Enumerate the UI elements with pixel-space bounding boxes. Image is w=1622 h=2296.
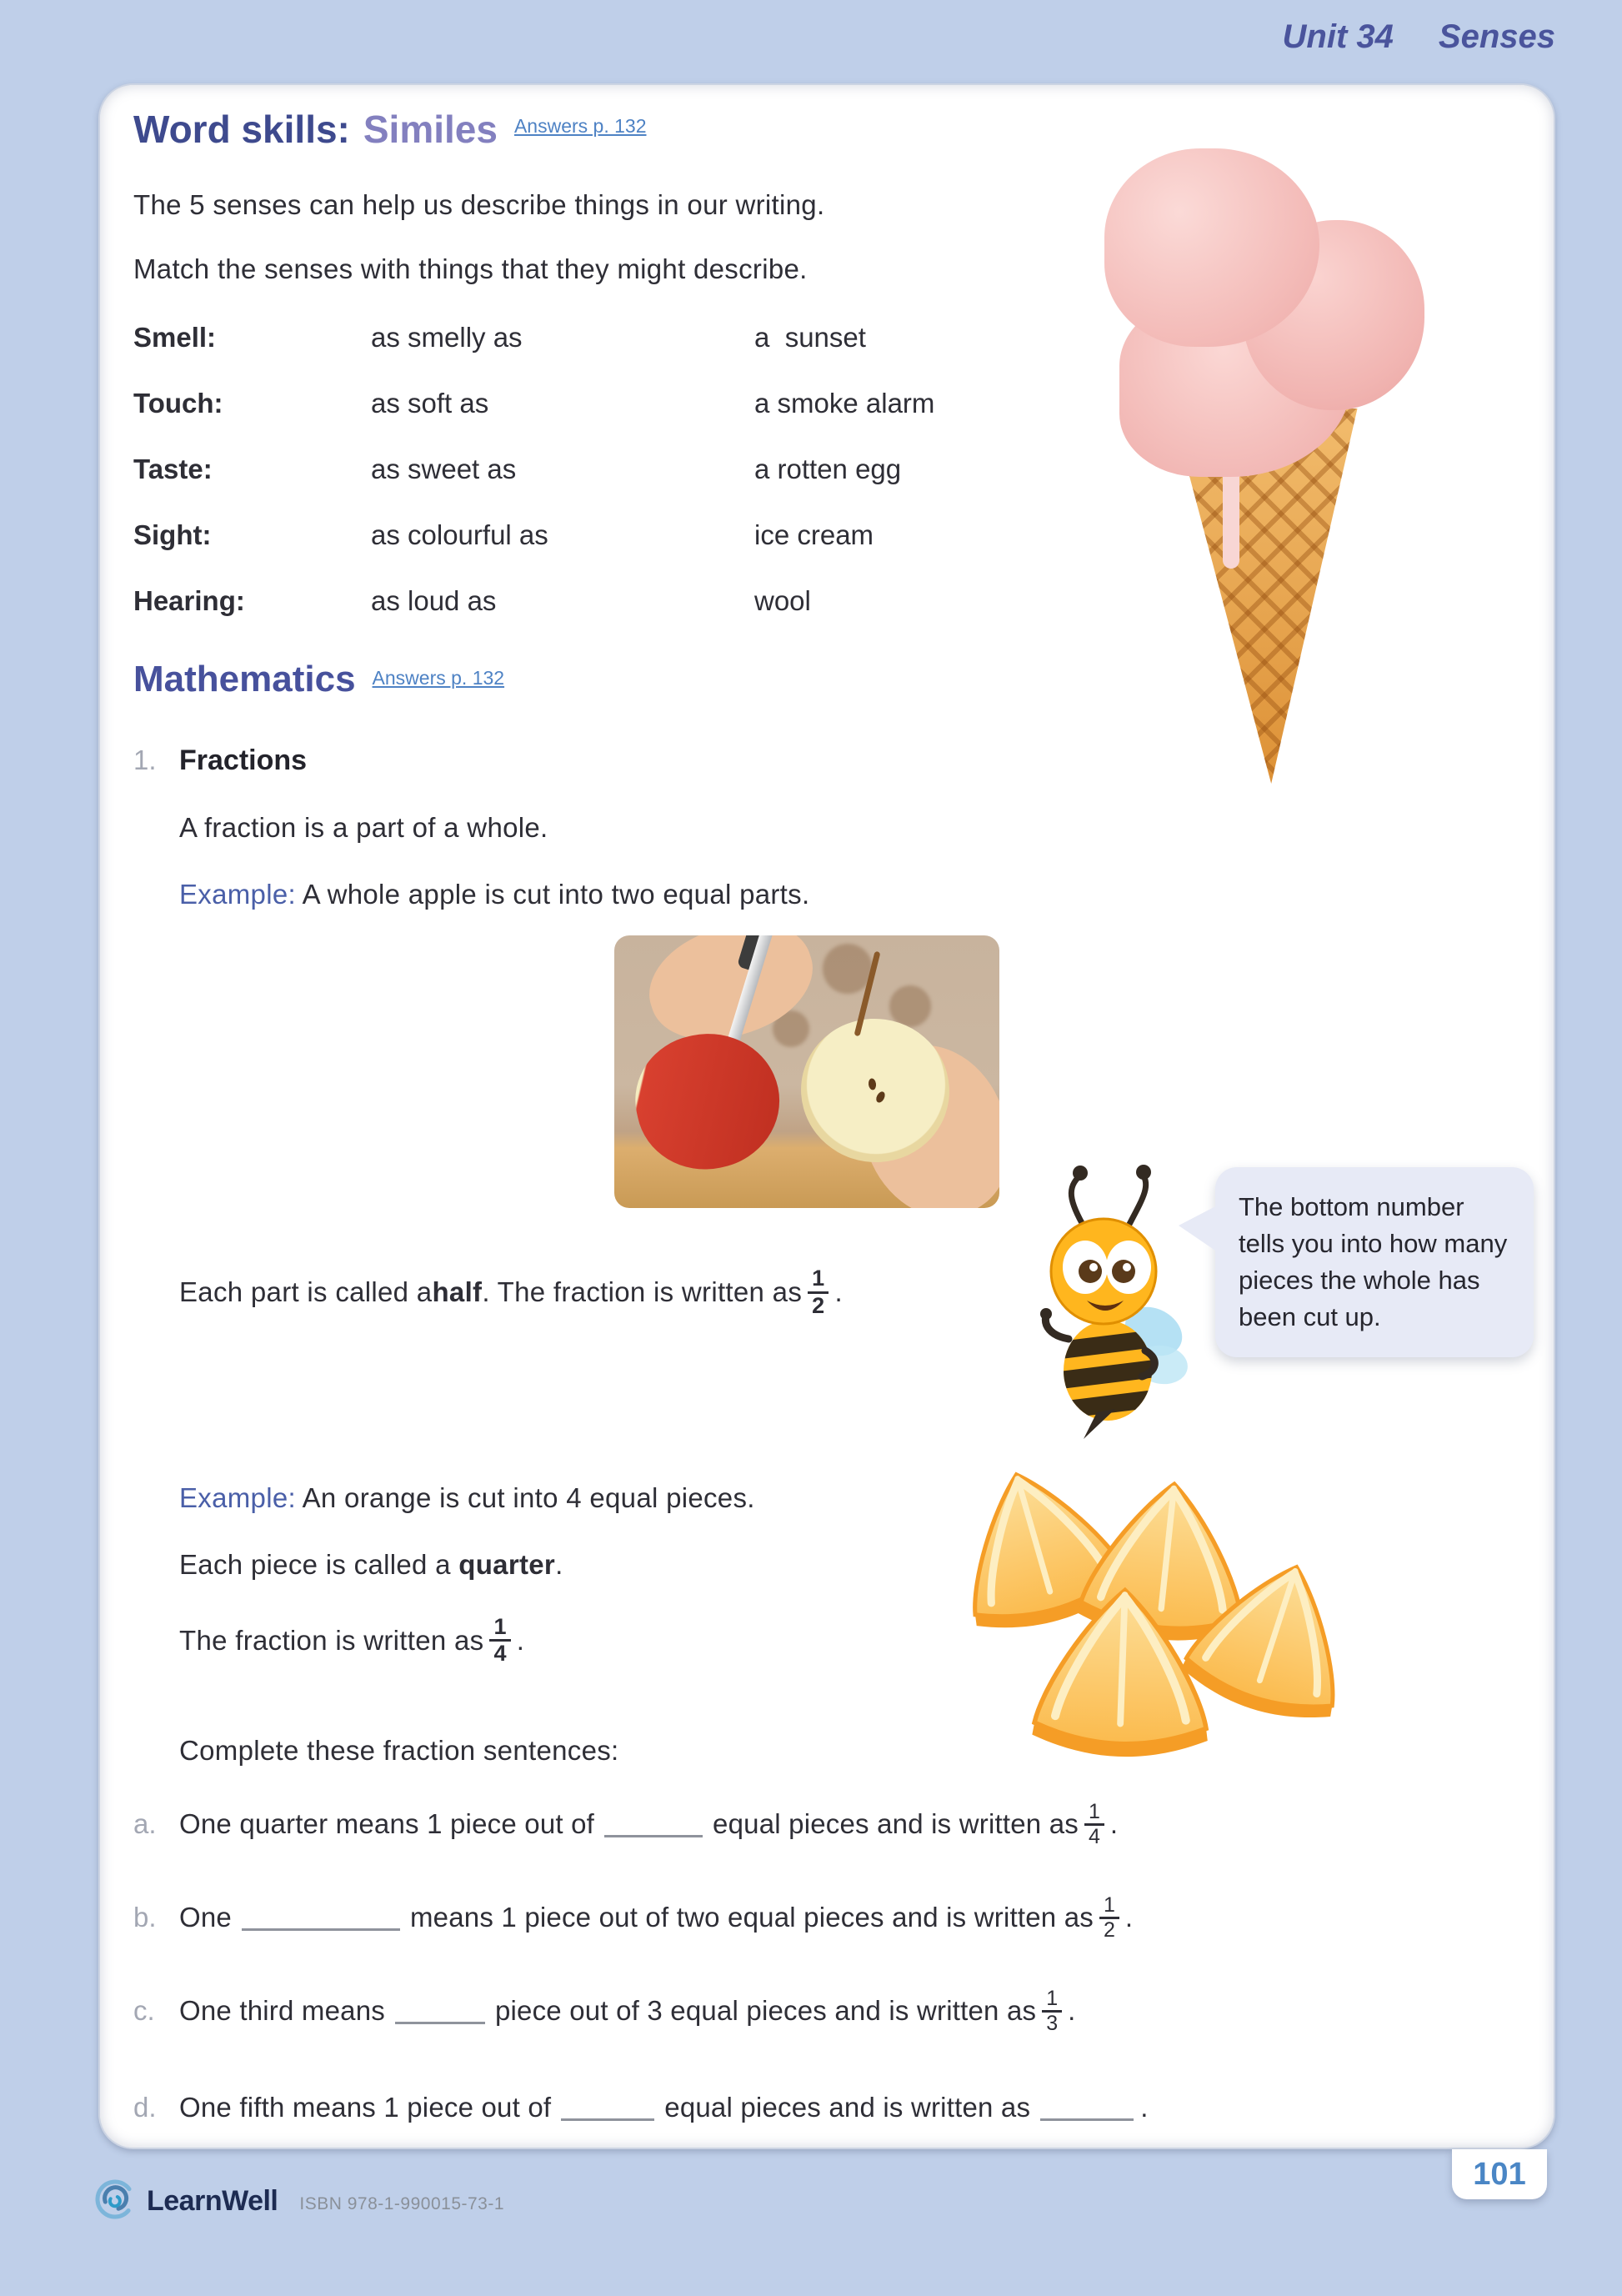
answer-blank[interactable] — [1040, 2094, 1134, 2121]
answer-blank[interactable] — [561, 2094, 654, 2121]
exercise-letter: b. — [133, 1902, 157, 1933]
word-skills-heading — [133, 107, 647, 152]
sense-label: Touch: — [133, 388, 223, 419]
sense-label: Taste: — [133, 454, 213, 484]
exercise-d: d. One fifth means 1 piece out of equal pieces and is written as . — [133, 2092, 1149, 2123]
apple-half-left — [623, 1020, 792, 1182]
unit-title: Senses — [1438, 18, 1555, 55]
table-row — [133, 388, 934, 419]
answer-blank[interactable] — [395, 1998, 485, 2024]
simile-text: as soft as — [371, 388, 489, 419]
exercise-letter: d. — [133, 2092, 157, 2123]
simile-text: as colourful as — [371, 519, 548, 550]
sense-label: Smell: — [133, 322, 217, 353]
answer-blank[interactable] — [604, 1811, 703, 1837]
example-label: Example: — [179, 1482, 296, 1513]
bee-speech-bubble — [1215, 1167, 1534, 1357]
heading-text: Mathematics — [133, 659, 356, 699]
fraction-one-half: $\frac{1}{2}$ — [808, 1266, 829, 1317]
unit-header — [1283, 18, 1555, 56]
exercise-letter: c. — [133, 1995, 155, 2026]
mathematics-heading — [133, 659, 504, 700]
answer-blank[interactable] — [242, 1904, 400, 1931]
object-text: a rotten egg — [754, 454, 902, 484]
exercise-letter: a. — [133, 1808, 157, 1839]
answers-link[interactable]: Answers p. 132 — [372, 667, 505, 689]
half-sentence: Each part is called a half . The fraction is written as $\frac{1}{2}$ . — [179, 1266, 843, 1318]
senses-match-table — [133, 322, 934, 651]
heading-prefix: Word skills: — [133, 108, 350, 151]
bee-mascot-icon — [1020, 1161, 1200, 1442]
fractions-section-header — [133, 744, 307, 777]
object-text: a sunset — [754, 322, 866, 353]
example-text: A whole apple is cut into two equal parts. — [295, 879, 810, 910]
object-text: wool — [754, 585, 811, 616]
page-number: 101 — [1473, 2156, 1526, 2192]
isbn-text: ISBN 978-1-990015-73-1 — [299, 2193, 505, 2213]
fraction-one-third: $\frac{1}{3}$ — [1042, 1988, 1062, 2035]
simile-text: as smelly as — [371, 322, 523, 353]
sense-label: Sight: — [133, 519, 212, 550]
table-row — [133, 322, 934, 353]
sense-label: Hearing: — [133, 585, 245, 616]
exercise-b: b. One means 1 piece out of two equal pieces and is written as $\frac{1}{2}$ . — [133, 1892, 1134, 1942]
complete-prompt: Complete these fraction sentences: — [179, 1735, 619, 1766]
exercise-a: a. One quarter means 1 piece out of equal pieces and is written as $\frac{1}{4}$ . — [133, 1799, 1119, 1848]
heading-topic: Similes — [363, 108, 498, 151]
example-orange — [179, 1481, 755, 1515]
fraction-definition: A fraction is a part of a whole. — [179, 812, 548, 843]
unit-label: Unit 34 — [1282, 18, 1394, 55]
bubble-text: The bottom number tells you into how many pieces the whole has been cut up. — [1239, 1192, 1508, 1332]
learnwell-swirl-logo-icon — [93, 2178, 137, 2225]
intro-line-1: The 5 senses can help us describe things in our writing. — [133, 189, 825, 220]
section-title: Fractions — [179, 744, 308, 776]
fraction-one-quarter: $\frac{1}{4}$ — [1084, 1801, 1104, 1848]
answers-link[interactable]: Answers p. 132 — [513, 115, 647, 137]
apple-cutting-photo — [614, 935, 999, 1208]
example-text: An orange is cut into 4 equal pieces. — [295, 1482, 755, 1513]
object-text: a smoke alarm — [754, 388, 935, 419]
quarter-fraction-sentence: The fraction is written as $\frac{1}{4}$ . — [179, 1613, 525, 1666]
orange-quarters-photo — [909, 1469, 1388, 1759]
fraction-one-half: $\frac{1}{2}$ — [1099, 1894, 1119, 1942]
footer — [93, 2178, 504, 2225]
ice-cream-photo — [1096, 143, 1425, 781]
intro-line-2: Match the senses with things that they might describe. — [133, 253, 808, 284]
example-apple — [179, 878, 809, 911]
ice-cream-drip — [1223, 467, 1239, 569]
exercise-c: c. One third means piece out of 3 equal pieces and is written as $\frac{1}{3}$ . — [133, 1986, 1076, 2035]
section-number: 1. — [133, 744, 157, 775]
object-text: ice cream — [754, 519, 874, 550]
table-row — [133, 454, 934, 485]
table-row — [133, 585, 934, 617]
table-row — [133, 519, 934, 551]
example-label: Example: — [179, 879, 296, 910]
page-number-tab — [1452, 2149, 1547, 2199]
fraction-one-quarter: $\frac{1}{4}$ — [489, 1615, 510, 1666]
brand-name: LearnWell — [147, 2185, 278, 2217]
simile-text: as sweet as — [371, 454, 517, 484]
quarter-sentence: Each piece is called a quarter. — [179, 1549, 563, 1580]
simile-text: as loud as — [371, 585, 497, 616]
